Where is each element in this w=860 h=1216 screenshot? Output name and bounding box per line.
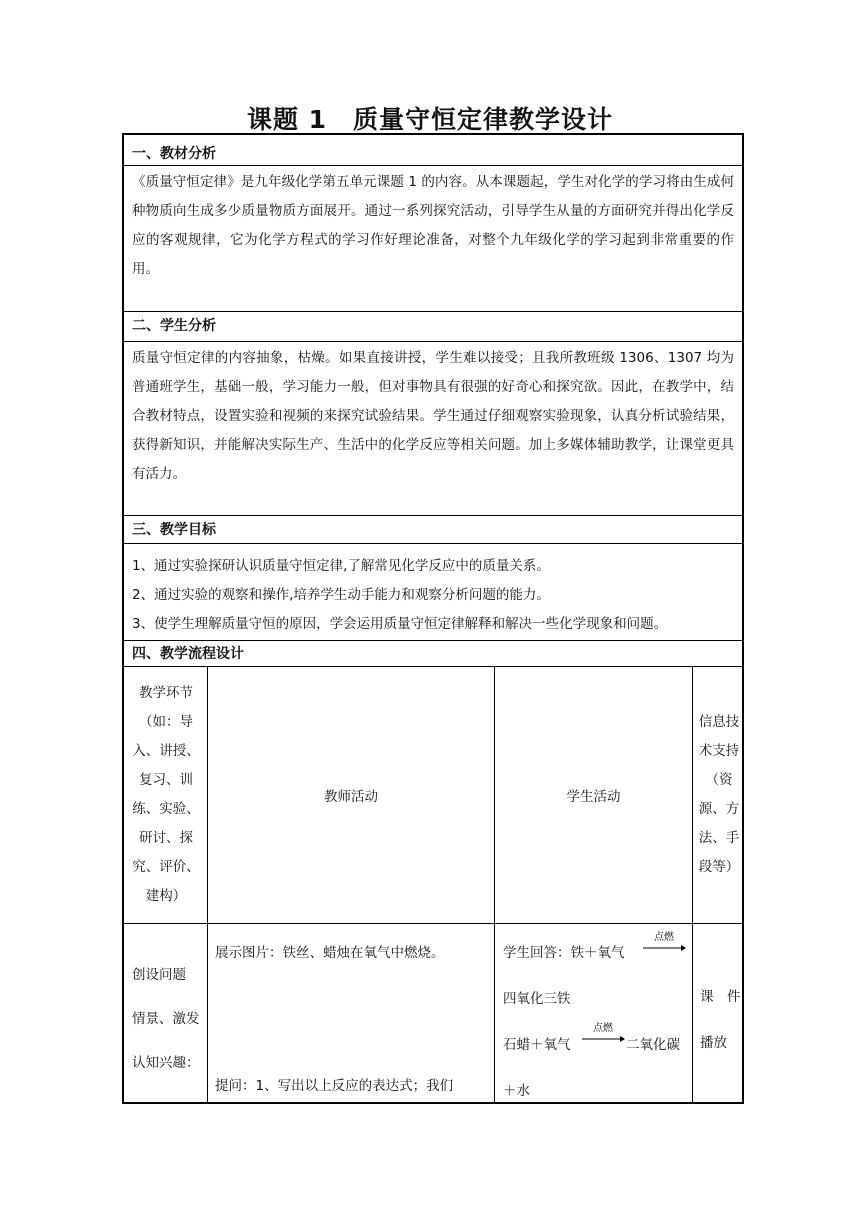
section-header-teaching-flow: 四、教学流程设计 bbox=[124, 640, 742, 666]
student-answer-line-3b: 二氧化碳 bbox=[626, 1037, 680, 1053]
teacher-activity-line-2: 提问：1、写出以上反应的表达式；我们 bbox=[215, 1078, 454, 1094]
column-header-teacher: 教师活动 bbox=[324, 788, 378, 805]
student-answer-line-4: ＋水 bbox=[503, 1083, 530, 1099]
textbook-analysis-text: 《质量守恒定律》是九年级化学第五单元课题 1 的内容。从本课题起，学生对化学的学习将由生成何种物质向生成多少质量物质方面展开。通过一系列探究活动，引导学生从量的方面研究并得出化学反应的客观规律，它为化学方程式的学习作好理论准备，对整个九年级化学的学习起到非常重要的作用。 bbox=[124, 165, 742, 311]
teaching-goal-2: 2、通过实验的观察和操作,培养学生动手能力和观察分析问题的能力。 bbox=[132, 587, 550, 603]
stage-line-3: 认知兴趣： bbox=[132, 1055, 200, 1071]
column-header-tech: 信息技术支持（资源、方法、手段等） bbox=[698, 713, 740, 875]
condition-label-1: 点燃 bbox=[654, 932, 674, 943]
stage-line-2: 情景、激发 bbox=[132, 1011, 200, 1027]
tech-support-line-1: 课 件 bbox=[700, 989, 741, 1005]
student-answer-line-1: 学生回答：铁＋氧气 bbox=[503, 945, 625, 961]
teaching-goal-3: 3、使学生理解质量守恒的原因，学会运用质量守恒定律解释和解决一些化学现象和问题。 bbox=[132, 616, 668, 632]
lesson-plan-table bbox=[122, 133, 744, 1104]
section-header-student-analysis: 二、学生分析 bbox=[124, 311, 742, 341]
tech-support-line-2: 播放 bbox=[700, 1035, 727, 1051]
section-header-teaching-goals: 三、教学目标 bbox=[124, 515, 742, 543]
column-header-stage: 教学环节（如：导入、讲授、复习、训练、实验、研讨、探究、评价、建构） bbox=[132, 685, 200, 904]
teaching-goal-1: 1、通过实验探研认识质量守恒定律,了解常见化学反应中的质量关系。 bbox=[132, 558, 550, 574]
student-answer-line-3a: 石蜡＋氧气 bbox=[503, 1037, 571, 1053]
condition-label-2: 点燃 bbox=[593, 1023, 613, 1034]
reaction-arrow-1 bbox=[641, 931, 687, 953]
section-header-textbook-analysis: 一、教材分析 bbox=[132, 146, 216, 162]
student-answer-line-2: 四氧化三铁 bbox=[503, 991, 571, 1007]
stage-line-1: 创设问题 bbox=[132, 967, 186, 983]
teacher-activity-line-1: 展示图片：铁丝、蜡烛在氧气中燃烧。 bbox=[215, 945, 445, 961]
student-analysis-text: 质量守恒定律的内容抽象，枯燥。如果直接讲授，学生难以接受；且我所教班级 1306、1307 均为普通班学生，基础一般，学习能力一般，但对事物具有很强的好奇心和探究欲。因此，在教学中，结合教材特点，设置实验和视频的来探究试验结果。学生通过仔细观察实验现象，认真分析试验结果，获得新知识，并能解决实际生产、生活中的化学反应等相关问题。加上多媒体辅助教学，让课堂更具有活力。 bbox=[124, 341, 742, 515]
reaction-arrow-2 bbox=[580, 1022, 626, 1044]
page-title: 课题 1 质量守恒定律教学设计 bbox=[246, 105, 614, 134]
column-header-student: 学生活动 bbox=[566, 788, 621, 805]
